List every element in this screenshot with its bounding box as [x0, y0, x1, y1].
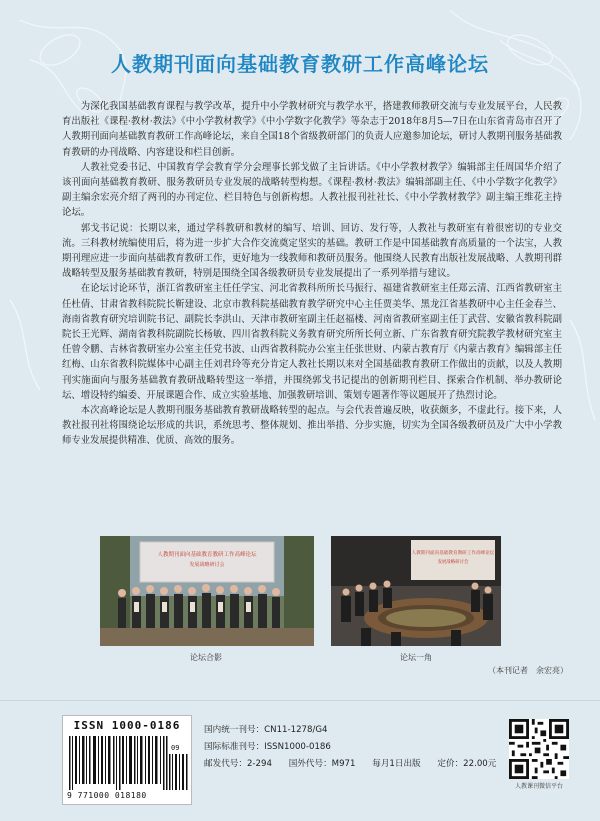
barcode-bars — [69, 736, 169, 790]
publication-info — [204, 722, 504, 773]
paragraph-3: 郭戈书记说：长期以来，通过学科教研和教材的编写、培训、回访、发行等，人教社与教研室有着很密切的专业交流。三科教材统编使用后，将为进一步扩大合作交流奠定坚实的基础。教研工作是中国基础教育高质量的一个法宝，人教期刊理应进一步面向基础教育教研工作，更好地为一线教师和教研员服务。他围绕人民教育出版社发展战略、人教期刊群战略转型及服务基础教育教研，特别是围绕全国各级教研员专业发展提出了一系列举措与建议。 — [62, 222, 562, 280]
paragraph-5: 本次高峰论坛是人教期刊服务基础教育教研战略转型的起点。与会代表普遍反映，收获颇多，不虚此行。接下来，人教社报刊社将围绕论坛形成的共识，系统思考、整体规划、推出举措、分步实施，切实为全国各级教研员及广大中小学教师专业发展提供精准、优质、高效的服务。 — [62, 405, 562, 447]
paragraph-2: 人教社党委书记、中国教育学会教育学分会理事长郭戈做了主旨讲话。《中小学教材教学》编辑部主任周国华介绍了该刊面向基础教育教研、服务教研员专业发展的战略转型构想。《课程·教材·教法》编辑部副主任、《中小学数字化教学》副主编余宏亮介绍了两刊的办刊定位、栏目特色与创新构想。人教社报刊社社长、《中小学教材教学》副主编王维花主持论坛。 — [62, 161, 562, 219]
right-banner-text: 人教期刊面向基础教育教研工作高峰论坛 — [411, 551, 495, 556]
group-photo — [100, 536, 314, 646]
paragraph-1: 为深化我国基础教育课程与教学改革，提升中小学教材研究与教学水平，搭建教师教研交流与专业发展平台，人民教育出版社《课程·教材·教法》《中小学教材教学》《中小学数字化教学》等杂志于2018年8月5—7日在山东省青岛市召开了人教期刊面向基础教育教研工作高峰论坛，来自全国18个省级教研部门的负责人应邀参加论坛，研讨人教期刊服务基础教育教研的办刊战略、内容建设和栏目创新。 — [62, 101, 562, 158]
barcode-addon-bars — [169, 754, 189, 790]
page-title: 人教期刊面向基础教育教研工作高峰论坛 — [111, 52, 489, 76]
right-banner-subtext: 发展战略研讨会 — [437, 560, 469, 565]
article-body — [62, 99, 562, 449]
left-photo-caption: 论坛合影 — [190, 653, 222, 662]
issn-label: ISSN 1000-0186 — [73, 719, 181, 732]
domestic-code: 国内统一刊号：CN11-1278/G4 — [204, 725, 328, 735]
reporter-credit: （本刊记者 余宏亮） — [488, 666, 568, 675]
left-banner-subtext: 发展战略研讨会 — [189, 562, 225, 568]
barcode-number: 9 771000 018180 — [67, 791, 147, 800]
barcode — [62, 715, 192, 805]
barcode-addon: 09 — [171, 744, 180, 752]
right-photo-caption: 论坛一角 — [400, 653, 432, 662]
left-banner-text: 人教期刊面向基础教育教研工作高峰论坛 — [157, 552, 257, 558]
publish-schedule: 每月1日出版 — [372, 759, 421, 769]
qr-label: 人教课刊微信平台 — [514, 783, 563, 790]
meeting-photo — [331, 536, 501, 646]
price: 定价：22.00元 — [437, 759, 497, 769]
international-code: 国际标准刊号：ISSN1000-0186 — [204, 742, 331, 752]
paragraph-4: 在论坛讨论环节，浙江省教研室主任任学宝、河北省教科所所长马振行、福建省教研室主任郑云清、江西省教研室主任杜倩、甘肃省教科院院长靳建设、北京市教科院基础教育教学研究中心主任贾美华、黑龙江省基教研中心主任金春兰、海南省教育研究培训院书记、副院长李洪山、天津市教研室副主任赵福楼、河南省教研室副主任丁武营、安徽省教科院副院长王光辉、湖南省教科院副院长杨敏、四川省教科院义务教育研究所所长何立新、广东省教育研究院教学教材研究室主任曾令鹏、吉林省教研室办公室主任党书波、山西省教科院办公室主任张世财、内蒙古教育厅《内蒙古教育》编辑部主任红梅、山东省教科院媒体中心副主任刘君玲等充分肯定人教社长期以来对全国基础教育教研工作做出的贡献，以及人教期刊实施面向与服务基础教育教研战略转型这一举措，并围绕郭戈书记提出的创新期刊栏目、探索合作机制、举办教研论坛、增设特约编委、开展课题合作、成立实验基地、加强教研培训、策划专题著作等议题展开了热烈讨论。 — [62, 283, 562, 401]
foreign-code: 国外代号：M971 — [288, 759, 356, 769]
codes-row — [204, 756, 504, 773]
footer-divider — [0, 700, 600, 701]
postal-code: 邮发代号：2-294 — [204, 759, 272, 769]
qr-code — [509, 719, 569, 779]
